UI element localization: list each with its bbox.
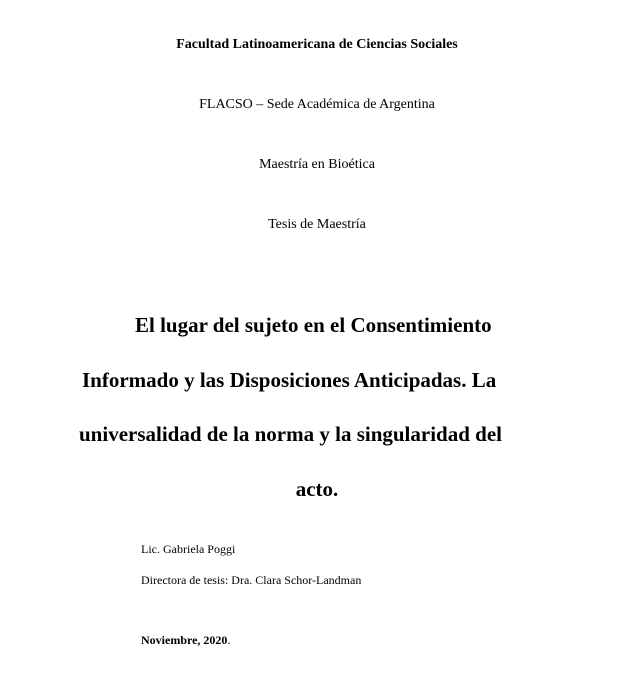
- thesis-title-line-1: El lugar del sujeto en el Consentimiento: [135, 313, 492, 337]
- author-name: Lic. Gabriela Poggi: [141, 542, 236, 556]
- institution-name: FLACSO – Sede Académica de Argentina: [199, 97, 435, 112]
- submission-date-period: .: [227, 633, 231, 647]
- submission-date: [141, 633, 230, 648]
- faculty-name: Facultad Latinoamericana de Ciencias Sociales: [176, 37, 458, 52]
- thesis-title-line-4: acto.: [295, 477, 339, 501]
- program-name: Maestría en Bioética: [259, 157, 375, 172]
- thesis-title-line-2: Informado y las Disposiciones Anticipadas. La: [82, 368, 497, 392]
- thesis-director: Directora de tesis: Dra. Clara Schor-Landman: [141, 573, 362, 587]
- submission-date-text: Noviembre, 2020: [141, 633, 228, 647]
- thesis-title-line-3: universalidad de la norma y la singularidad del: [79, 422, 502, 446]
- document-type: Tesis de Maestría: [268, 217, 366, 232]
